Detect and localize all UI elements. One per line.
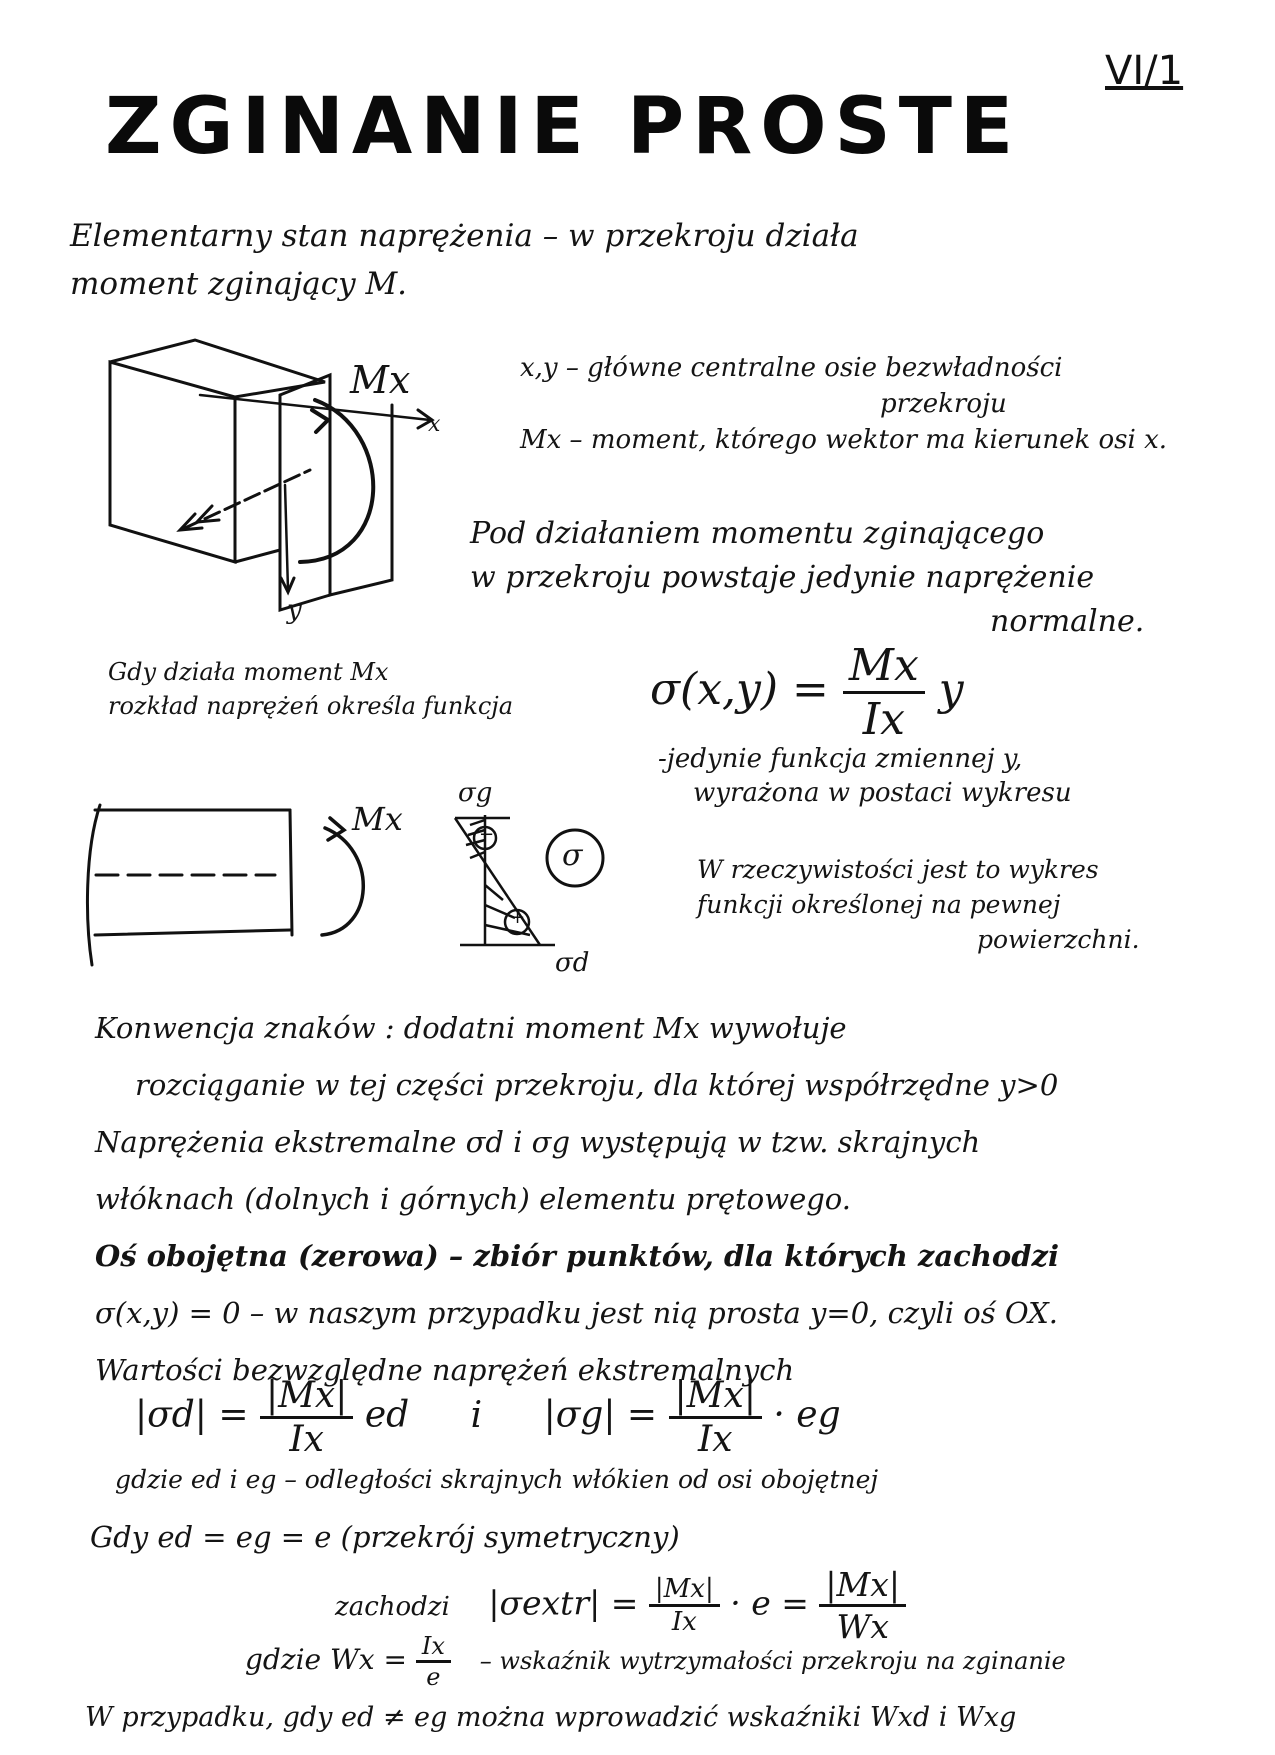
formula-note-line-1: -jedynie funkcja zmiennej y, bbox=[658, 744, 1023, 774]
wx-fraction bbox=[416, 1632, 451, 1691]
fig2-sign-minus: − bbox=[479, 824, 495, 845]
body-line-5: Oś obojętna (zerowa) – zbiór punktów, dla których zachodzi bbox=[95, 1239, 1060, 1273]
reality-line-3: powierzchni. bbox=[977, 925, 1140, 954]
formula-g-denominator: Ix bbox=[697, 1419, 733, 1460]
formula-sigma-fraction bbox=[843, 640, 925, 745]
fig2-sign-plus: + bbox=[510, 907, 526, 928]
stress-note-line-3: normalne. bbox=[990, 604, 1145, 639]
stress-note-line-2: w przekroju powstaje jedynie naprężenie bbox=[470, 560, 1095, 595]
body-line-2: rozciąganie w tej części przekroju, dla której współrzędne y>0 bbox=[135, 1068, 1059, 1102]
formula-extr-prefix: zachodzi bbox=[335, 1591, 450, 1622]
intro-line-2: moment zginający M. bbox=[70, 266, 408, 302]
distribution-line-1: Gdy działa moment Mx bbox=[108, 658, 389, 686]
distribution-note bbox=[108, 655, 628, 723]
formula-extr-lhs: |σextr| = bbox=[488, 1583, 639, 1623]
fig1-moment-label: Mx bbox=[350, 358, 411, 402]
fig2-moment-label: Mx bbox=[352, 800, 403, 838]
formula-note bbox=[658, 742, 1158, 810]
distribution-line-2: rozkład naprężeń określa funkcja bbox=[108, 692, 514, 720]
wx-numerator: Ix bbox=[416, 1632, 451, 1663]
formula-g-lhs: |σg| = bbox=[543, 1394, 658, 1436]
formula-extr-fraction-1 bbox=[649, 1574, 720, 1637]
formula-d-fraction bbox=[260, 1375, 353, 1460]
reality-line-2: funkcji określonej na pewnej bbox=[697, 890, 1061, 919]
formula-extr-num-2: |Mx| bbox=[819, 1565, 906, 1607]
formula-g-numerator: |Mx| bbox=[669, 1375, 762, 1419]
stress-note bbox=[470, 512, 1230, 644]
formula-note-line-2: wyrażona w postaci wykresu bbox=[693, 778, 1072, 808]
formula-g-rhs: · eg bbox=[773, 1394, 841, 1436]
formula-sigma-numerator: Mx bbox=[843, 640, 925, 694]
fig2-sigma-bottom-label: σd bbox=[555, 948, 590, 978]
body-line-7: Wartości bezwzględne naprężeń ekstremalnych bbox=[95, 1353, 795, 1387]
axes-definition bbox=[520, 350, 1220, 458]
fig1-x-label: x bbox=[428, 412, 441, 437]
reality-line-1: W rzeczywistości jest to wykres bbox=[697, 855, 1099, 884]
formula-d-denominator: Ix bbox=[289, 1419, 324, 1460]
axes-line-1: x,y – główne centralne osie bezwładności bbox=[520, 353, 1063, 383]
fig1-y-label: y bbox=[287, 595, 302, 625]
formula-d-lhs: |σd| = bbox=[135, 1394, 249, 1436]
formula-extr-mid: · e = bbox=[730, 1583, 809, 1623]
body-line-4: włóknach (dolnych i górnych) elementu prętowego. bbox=[95, 1182, 851, 1216]
body-line-6: σ(x,y) = 0 – w naszym przypadku jest nią prosta y=0, czyli oś OX. bbox=[95, 1296, 1058, 1330]
formula-conjunction: i bbox=[470, 1394, 483, 1436]
formula-sigma bbox=[650, 640, 964, 745]
formula-sigma-lhs: σ(x,y) = bbox=[650, 664, 829, 715]
formula-extreme-stress bbox=[135, 1375, 841, 1460]
page-title: ZGINANIE PROSTE bbox=[105, 82, 1022, 172]
beam-side-figure bbox=[87, 805, 363, 965]
fig2-sigma-circle-label: σ bbox=[562, 838, 583, 873]
formula-sigma-denominator: Ix bbox=[862, 694, 905, 745]
formula-sigma-rhs: y bbox=[938, 664, 964, 715]
symmetric-case-note: Gdy ed = eg = e (przekrój symetryczny) bbox=[90, 1520, 680, 1554]
page-number: VI/1 bbox=[1105, 48, 1184, 94]
stress-note-line-1: Pod działaniem momentu zginającego bbox=[470, 516, 1045, 551]
unsymmetric-case-note: W przypadku, gdy ed ≠ eg można wprowadzić wskaźniki Wxd i Wxg bbox=[85, 1702, 1017, 1733]
axes-line-3: Mx – moment, którego wektor ma kierunek osi x. bbox=[520, 425, 1168, 455]
intro-line-1: Elementarny stan naprężenia – w przekroju działa bbox=[70, 218, 859, 254]
formula-extr-num-1: |Mx| bbox=[649, 1574, 720, 1607]
fig2-sigma-top-label: σg bbox=[458, 778, 493, 808]
body-paragraphs bbox=[95, 1000, 1245, 1399]
stress-diagram bbox=[455, 815, 603, 945]
formula-d-numerator: |Mx| bbox=[260, 1375, 353, 1419]
wx-prefix: gdzie Wx = bbox=[245, 1643, 407, 1676]
formula-extr-den-1: Ix bbox=[671, 1607, 697, 1637]
section-modulus-definition bbox=[245, 1632, 1066, 1691]
body-line-1: Konwencja znaków : dodatni moment Mx wywołuje bbox=[95, 1011, 847, 1045]
formula-d-rhs: ed bbox=[364, 1394, 410, 1436]
wx-denominator: e bbox=[426, 1663, 441, 1691]
body-line-3: Naprężenia ekstremalne σd i σg występują w tzw. skrajnych bbox=[95, 1125, 981, 1159]
wx-suffix: – wskaźnik wytrzymałości przekroju na zginanie bbox=[479, 1647, 1066, 1675]
axes-line-2: przekroju bbox=[880, 389, 1007, 419]
extreme-fibres-note: gdzie ed i eg – odległości skrajnych włókien od osi obojętnej bbox=[115, 1465, 879, 1494]
formula-g-fraction bbox=[669, 1375, 762, 1460]
formula-extr-den-2: Wx bbox=[836, 1607, 889, 1646]
reality-note bbox=[697, 852, 1197, 957]
